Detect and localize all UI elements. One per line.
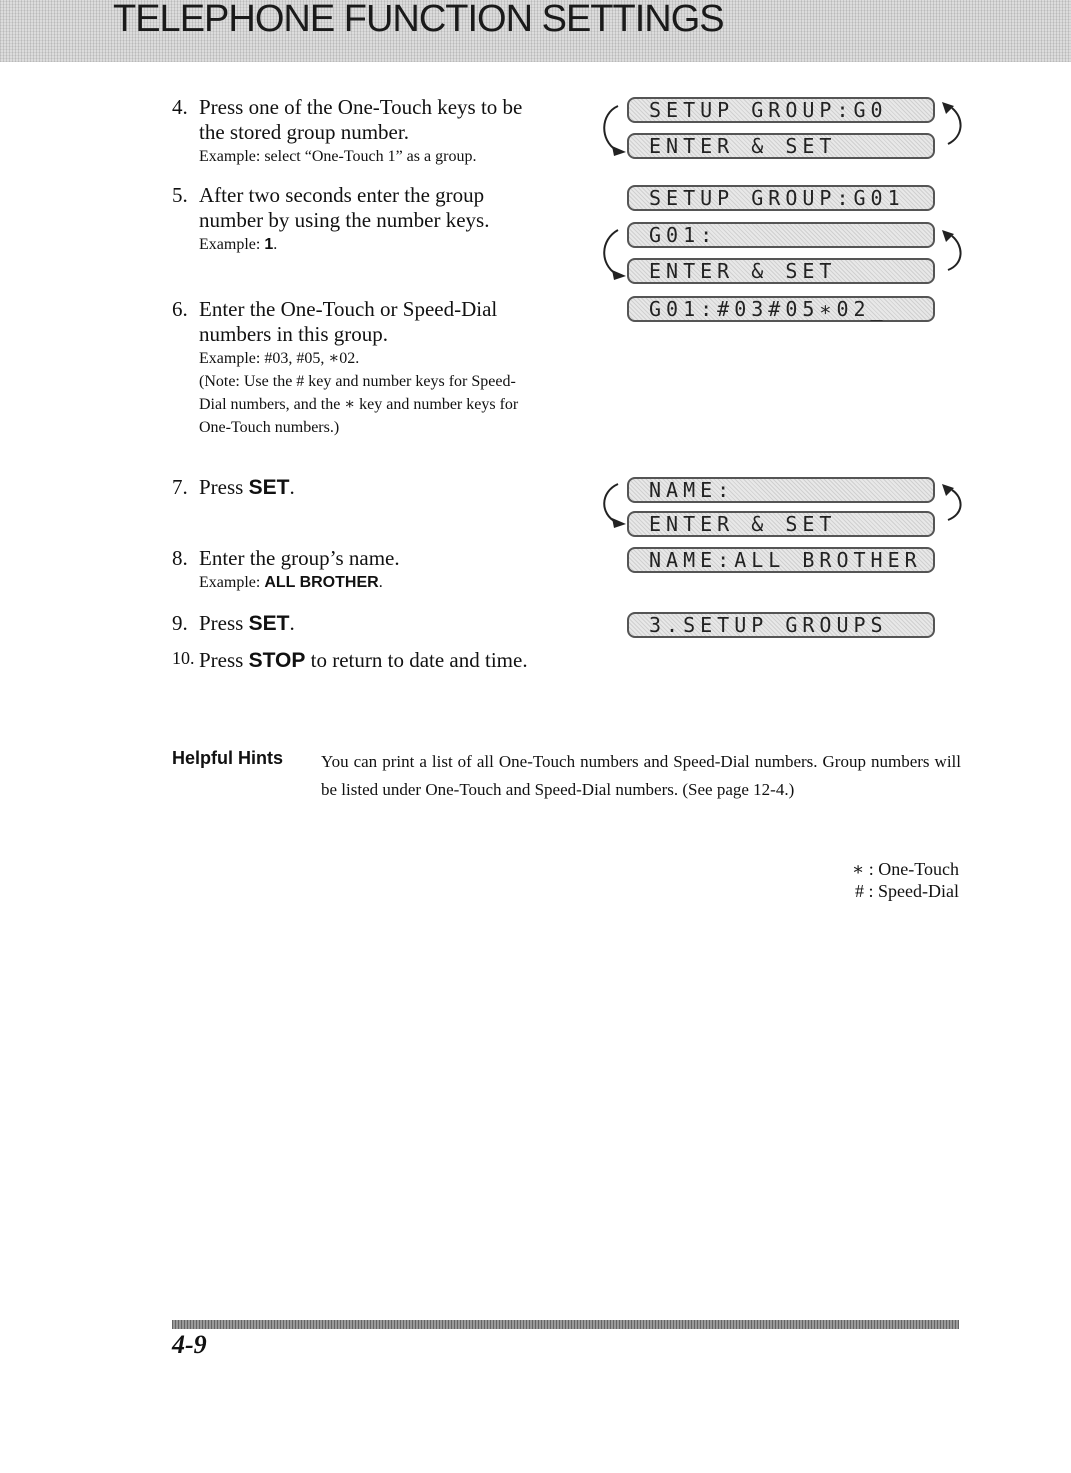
lcd-text: NAME:	[649, 478, 735, 502]
step-suffix: .	[289, 475, 295, 499]
step-note: (Note: Use the # key and number keys for Speed-Dial numbers, and the ∗ key and number keys for One-Touch numbers.)	[199, 373, 519, 436]
step-number: 10.	[172, 648, 195, 668]
lcd-display	[627, 185, 935, 211]
cycle-right-arrow-icon	[934, 96, 974, 166]
cycle-right-arrow-icon	[934, 476, 974, 546]
step-number: 7.	[172, 475, 188, 499]
example-suffix: .	[378, 574, 383, 591]
lcd-text: G01:#03#05∗02_	[649, 297, 888, 321]
lcd-display	[627, 612, 935, 638]
step-10	[172, 648, 532, 673]
step-text: After two seconds enter the group number by using the number keys.	[199, 183, 490, 232]
step-9	[172, 611, 532, 636]
lcd-text: NAME:ALL BROTHER	[649, 548, 922, 572]
step-text: Enter the group’s name.	[199, 546, 400, 570]
lcd-display	[627, 477, 935, 503]
cycle-right-arrow-icon	[934, 222, 974, 292]
cycle-left-arrow-icon	[596, 222, 636, 292]
lcd-text: SETUP GROUP:G0	[649, 98, 888, 122]
step-text: Press	[199, 475, 249, 499]
page-title: TELEPHONE FUNCTION SETTINGS	[113, 0, 724, 40]
footer-rule	[172, 1320, 959, 1329]
step-text: Press	[199, 611, 249, 635]
header-band	[0, 0, 1071, 62]
key-name: SET	[248, 612, 290, 635]
step-suffix: to return to date and time.	[305, 648, 528, 672]
example-prefix: Example:	[199, 574, 265, 591]
step-7	[172, 475, 532, 500]
symbol-legend	[852, 858, 959, 902]
legend-one-touch: ∗ : One-Touch	[852, 859, 959, 879]
example-suffix: .	[273, 236, 278, 253]
lcd-display	[627, 547, 935, 573]
helpful-hints-text: You can print a list of all One-Touch numbers and Speed-Dial numbers. Group numbers will be listed under One-Touch and Speed-Dial numbers. (See page 12-4.)	[321, 752, 961, 799]
step-number: 6.	[172, 297, 188, 321]
key-name: SET	[248, 476, 290, 499]
example-value: ALL BROTHER	[264, 574, 379, 591]
example-prefix: Example:	[199, 236, 265, 253]
lcd-text: G01:	[649, 223, 718, 247]
lcd-text: ENTER & SET	[649, 134, 837, 158]
cycle-left-arrow-icon	[596, 476, 636, 546]
step-example	[199, 571, 532, 594]
lcd-text: SETUP GROUP:G01	[649, 186, 905, 210]
helpful-hints-label: Helpful Hints	[172, 748, 283, 768]
step-example: Example: select “One-Touch 1” as a group.	[199, 148, 477, 165]
step-number: 9.	[172, 611, 188, 635]
lcd-text: ENTER & SET	[649, 512, 837, 536]
lcd-display	[627, 97, 935, 123]
lcd-display	[627, 222, 935, 248]
lcd-text: ENTER & SET	[649, 259, 837, 283]
key-name: STOP	[248, 649, 306, 672]
example-value: 1	[264, 236, 274, 253]
step-example	[199, 233, 532, 256]
lcd-display	[627, 258, 935, 284]
lcd-display	[627, 133, 935, 159]
step-4	[172, 95, 532, 168]
step-suffix: .	[289, 611, 295, 635]
step-number: 8.	[172, 546, 188, 570]
lcd-text: 3.SETUP GROUPS	[649, 613, 888, 637]
step-6	[172, 297, 532, 439]
lcd-display	[627, 296, 935, 322]
step-5	[172, 183, 532, 256]
page-number: 4-9	[172, 1330, 207, 1359]
step-text: Press	[199, 648, 249, 672]
step-text: Enter the One-Touch or Speed-Dial numbers in this group.	[199, 297, 498, 346]
cycle-left-arrow-icon	[596, 96, 636, 166]
step-text: Press one of the One-Touch keys to be the stored group number.	[199, 95, 523, 144]
legend-speed-dial: # : Speed-Dial	[855, 881, 959, 901]
lcd-display	[627, 511, 935, 537]
step-8	[172, 546, 532, 594]
step-example: Example: #03, #05, ∗02.	[199, 350, 360, 367]
step-number: 5.	[172, 183, 188, 207]
step-number: 4.	[172, 95, 188, 119]
